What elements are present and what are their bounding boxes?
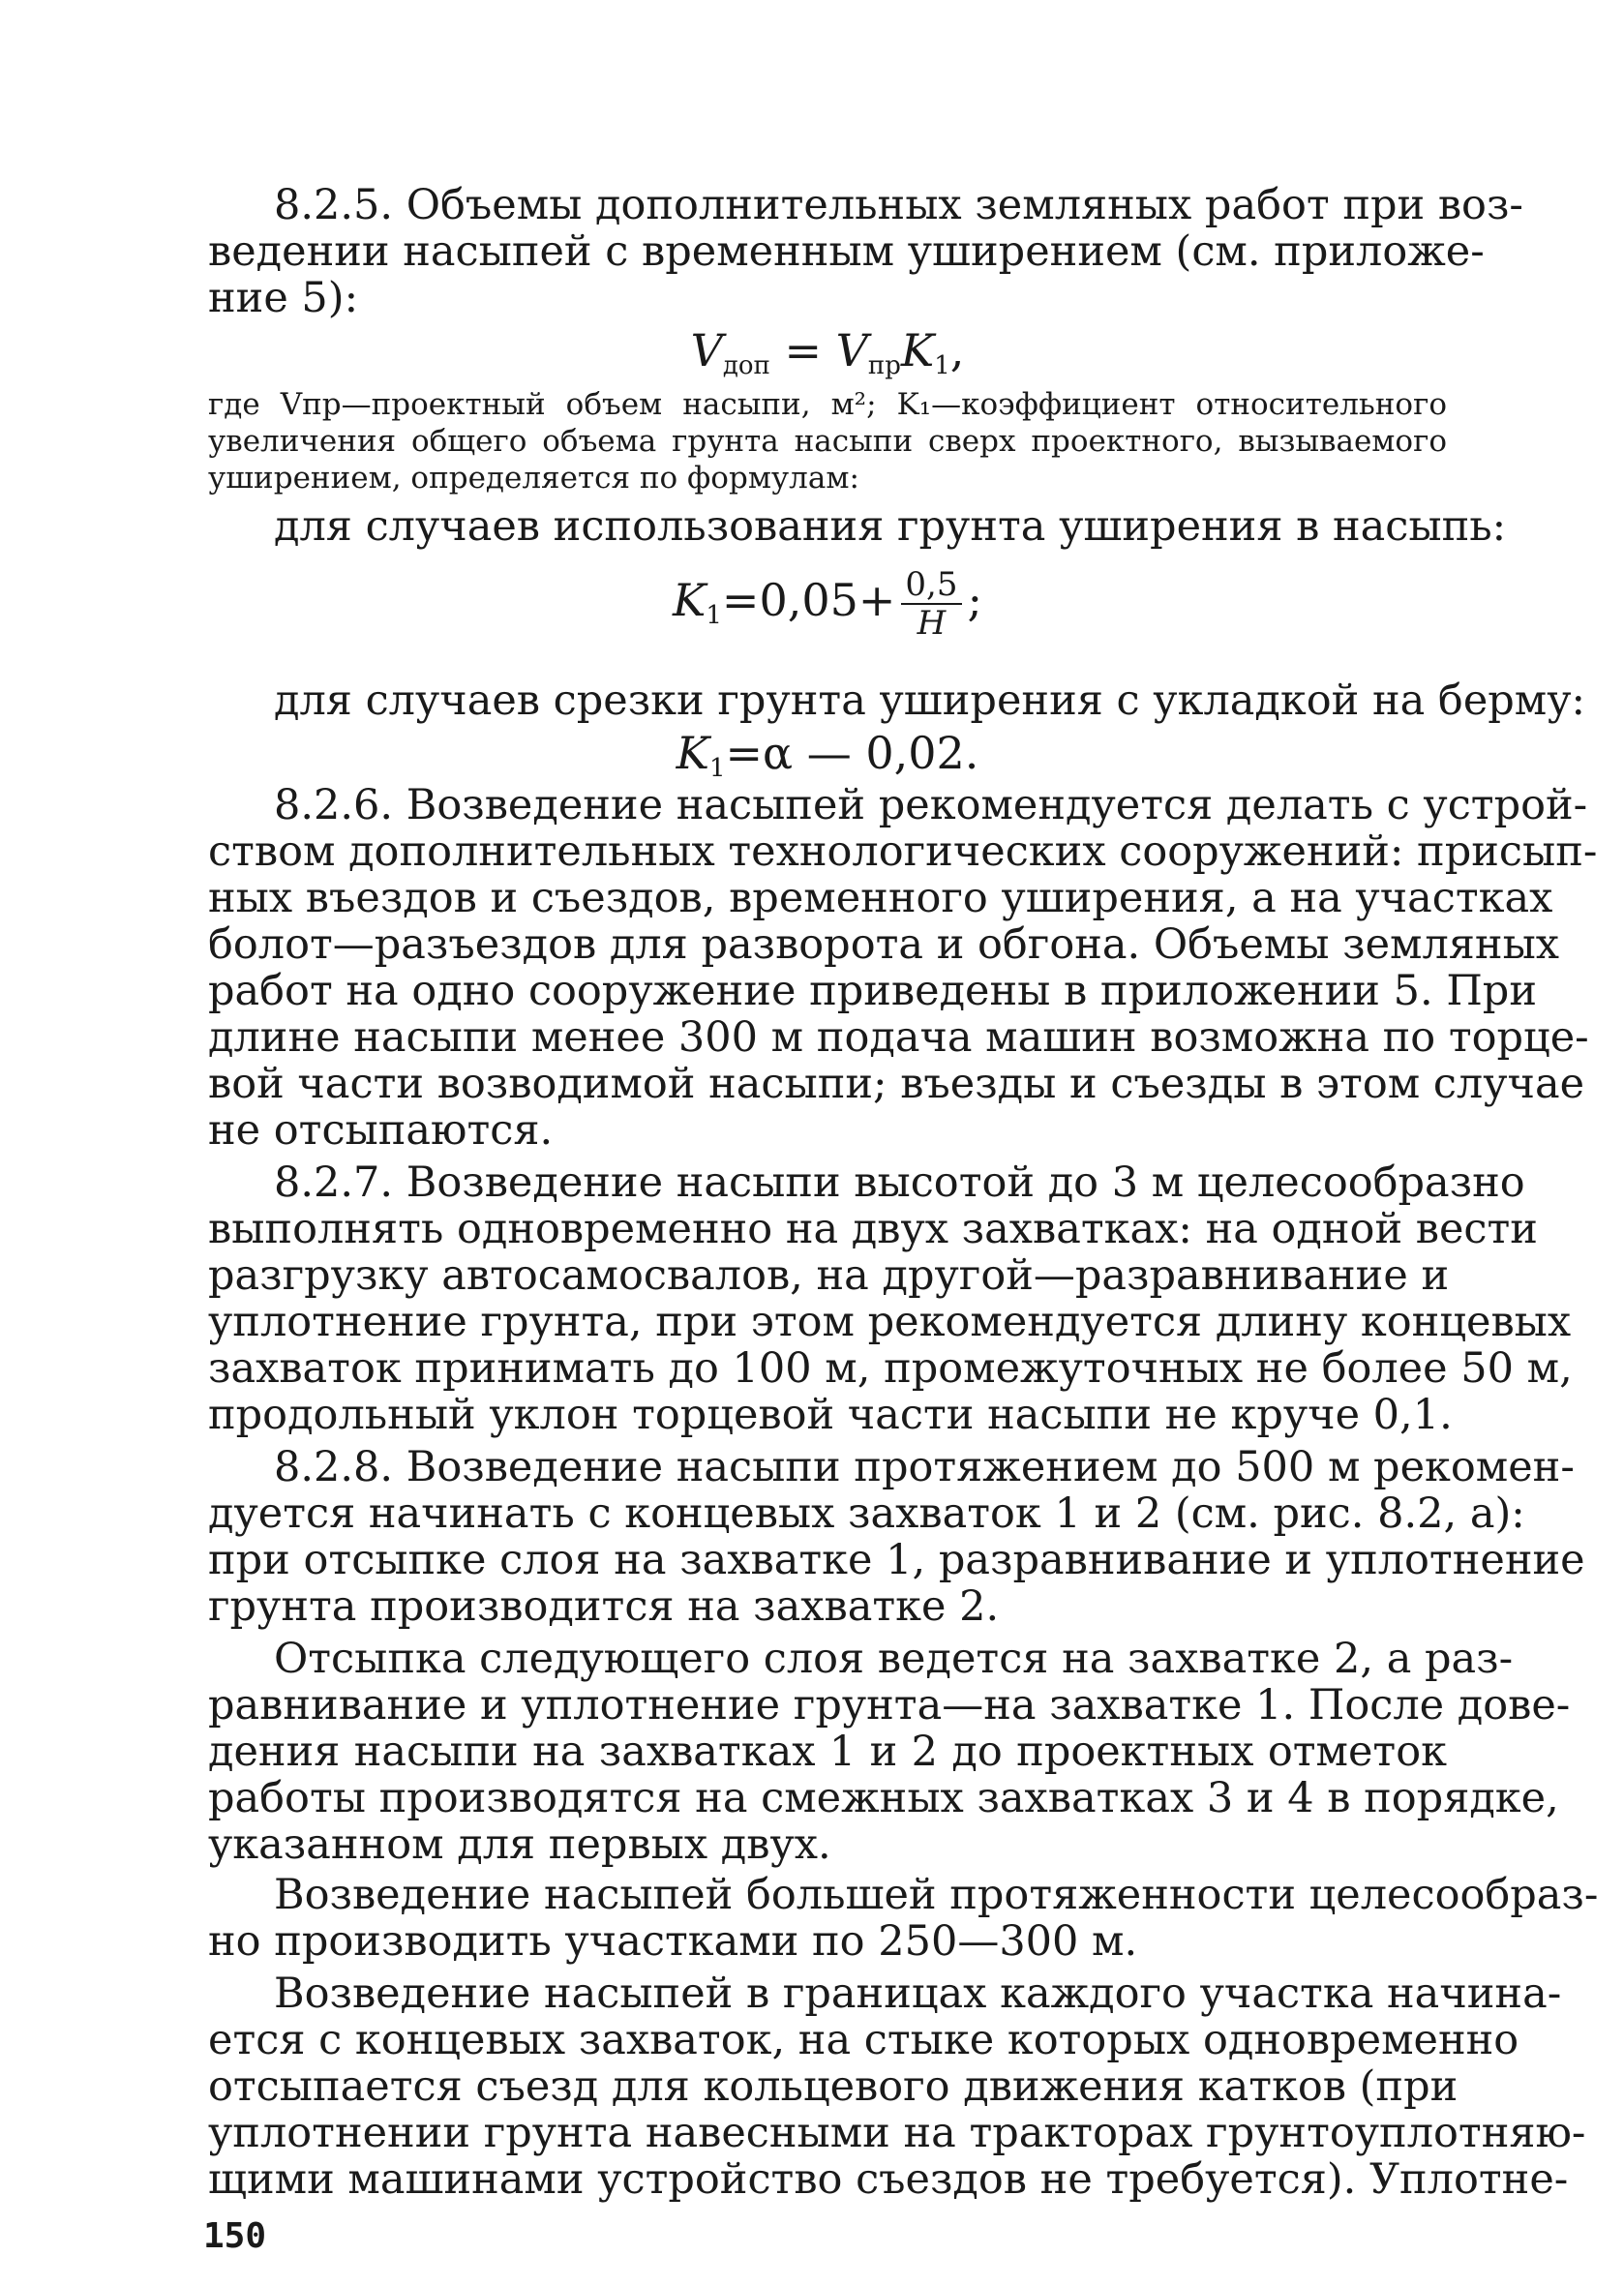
text-line: грунта производится на захватке 2. bbox=[208, 1582, 1000, 1631]
text-line: Возведение насыпей в границах каждого участка начина- bbox=[274, 1970, 1562, 2018]
text-line: ством дополнительных технологических сооружений: присып- bbox=[208, 827, 1598, 876]
text-line: захваток принимать до 100 м, промежуточных не более 50 м, bbox=[208, 1344, 1573, 1393]
text-line: для случаев срезки грунта уширения с укладкой на берму: bbox=[274, 677, 1586, 725]
text-line: болот—разъездов для разворота и обгона. Объемы земляных bbox=[208, 920, 1560, 969]
text-line: 8.2.5. Объемы дополнительных земляных работ при воз- bbox=[274, 181, 1523, 229]
text-line: Отсыпка следующего слоя ведется на захватке 2, а раз- bbox=[274, 1635, 1514, 1683]
text-line: щими машинами устройство съездов не требуется). Уплотне- bbox=[208, 2155, 1569, 2204]
text-line: для случаев использования грунта уширения в насыпь: bbox=[274, 502, 1507, 551]
text-line: выполнять одновременно на двух захватках: на одной вести bbox=[208, 1205, 1538, 1253]
text-line: уплотнение грунта, при этом рекомендуется длину концевых bbox=[208, 1298, 1572, 1346]
formula-k1-case1: $K_1=0,05+$ $\frac{0,5}{H}$ ; bbox=[672, 565, 982, 643]
text-line: дуется начинать с концевых захваток 1 и 2 (см. рис. 8.2, а): bbox=[208, 1489, 1525, 1538]
text-line: ется с концевых захваток, на стыке которых одновременно bbox=[208, 2016, 1519, 2064]
text-line: 8.2.6. Возведение насыпей рекомендуется делать с устрой- bbox=[274, 781, 1588, 829]
text-line: разгрузку автосамосвалов, на другой—разравнивание и bbox=[208, 1251, 1450, 1300]
text-line: равнивание и уплотнение грунта—на захватке 1. После дове- bbox=[208, 1681, 1571, 1730]
text-line: работ на одно сооружение приведены в приложении 5. При bbox=[208, 967, 1537, 1015]
text-line: при отсыпке слоя на захватке 1, разравнивание и уплотнение bbox=[208, 1536, 1585, 1584]
text-line: дения насыпи на захватках 1 и 2 до проектных отметок bbox=[208, 1728, 1447, 1776]
text-line: работы производятся на смежных захватках 3 и 4 в порядке, bbox=[208, 1774, 1559, 1822]
note-line: уширением, определяется по формулам: bbox=[208, 461, 859, 496]
text-line: но производить участками по 250—300 м. bbox=[208, 1917, 1138, 1966]
text-line: длине насыпи менее 300 м подача машин возможна по торце- bbox=[208, 1013, 1589, 1062]
fraction: $\frac{0,5}{H}$ bbox=[901, 566, 961, 642]
note-line: где Vпр—проектный объем насыпи, м²; K₁—коэффициент относительного bbox=[208, 387, 1447, 422]
text-line: ных въездов и съездов, временного уширения, а на участках bbox=[208, 874, 1553, 922]
text-line: ние 5): bbox=[208, 274, 359, 322]
text-line: вой части возводимой насыпи; въезды и съезды в этом случае bbox=[208, 1060, 1585, 1108]
text-line: Возведение насыпей большей протяженности целесообраз- bbox=[274, 1871, 1599, 1919]
text-line: ведении насыпей с временным уширением (см. приложе- bbox=[208, 227, 1485, 276]
note-line: увеличения общего объема грунта насыпи сверх проектного, вызываемого bbox=[208, 424, 1447, 459]
text-line: не отсыпаются. bbox=[208, 1106, 554, 1155]
formula-v-dop: $V_{доп} = V_{пр}K_1$, bbox=[690, 324, 965, 380]
text-line: продольный уклон торцевой части насыпи не круче 0,1. bbox=[208, 1391, 1453, 1439]
formula-k1-case2: $K_1=\alpha$ — 0,02. bbox=[676, 727, 979, 783]
text-line: указанном для первых двух. bbox=[208, 1820, 831, 1869]
text-line: 8.2.7. Возведение насыпи высотой до 3 м целесообразно bbox=[274, 1158, 1525, 1207]
text-line: отсыпается съезд для кольцевого движения катков (при bbox=[208, 2062, 1459, 2111]
text-line: 8.2.8. Возведение насыпи протяжением до 500 м рекомен- bbox=[274, 1443, 1575, 1491]
page-number: 150 bbox=[203, 2216, 267, 2256]
text-line: уплотнении грунта навесными на тракторах грунтоуплотняю- bbox=[208, 2109, 1586, 2157]
